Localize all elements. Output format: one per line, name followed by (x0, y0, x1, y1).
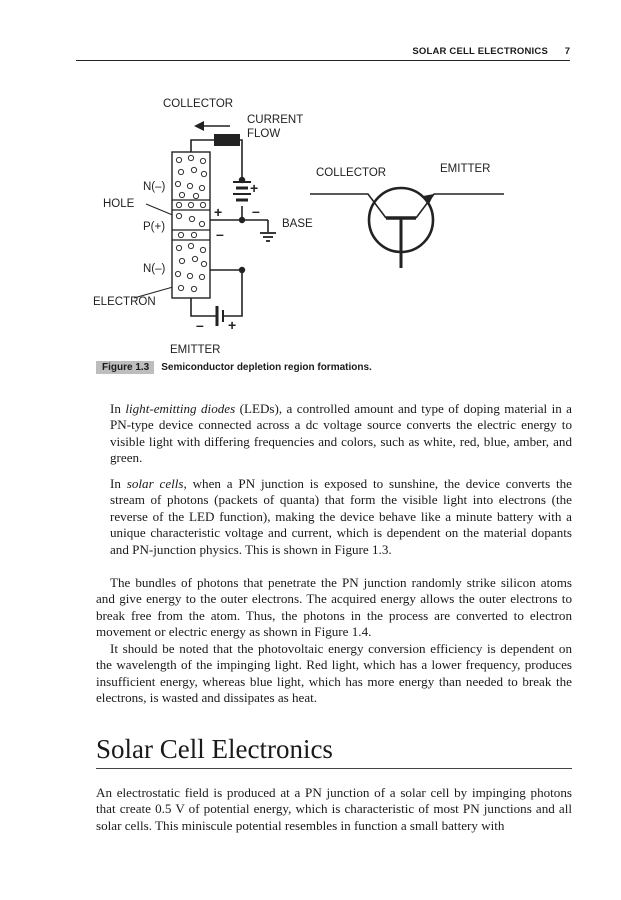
led-paragraph (110, 401, 572, 467)
hole-leader-line (146, 204, 175, 216)
figure-number-label: Figure 1.3 (96, 361, 154, 374)
electron-label: ELECTRON (93, 296, 156, 308)
running-title: SOLAR CELL ELECTRONICS (412, 46, 548, 57)
section-heading: Solar Cell Electronics (96, 733, 572, 769)
led-prefix: In (110, 401, 126, 416)
junction-dot (239, 217, 245, 223)
hole-label: HOLE (103, 198, 135, 210)
junction-dot (239, 267, 245, 273)
current-label: CURRENT (247, 114, 304, 126)
figure-caption-text: Semiconductor depletion region formations. (161, 362, 372, 373)
n-bottom-label: N(–) (143, 263, 166, 275)
collector-top-label: COLLECTOR (163, 98, 234, 110)
solar-text: , when a PN junction is exposed to sunshine, the device converts the stream of photons (packets of quanta) that form the visible light into electrons (the reverse of the LED function), making the device behave like a minute battery with a unique characteristic voltage and current, which is dependent on the material dopants and PN-junction physics. This is shown in Figure 1.3. (110, 476, 572, 557)
figure-caption (96, 361, 372, 376)
plus-sign: + (250, 180, 259, 196)
junction-dot (239, 177, 245, 183)
flow-label: FLOW (247, 128, 281, 140)
plus-sign: + (214, 204, 223, 220)
pn-junction-block (172, 152, 210, 298)
p-mid-label: P(+) (143, 221, 166, 233)
minus-sign: – (216, 226, 224, 242)
base-label: BASE (282, 218, 313, 230)
minus-sign: – (196, 317, 204, 333)
emitter-right-label: EMITTER (440, 163, 491, 175)
plus-sign: + (228, 317, 237, 333)
battery-upper (233, 182, 251, 200)
resistor-symbol (214, 134, 240, 146)
ground-symbol (260, 233, 276, 241)
collector-right-label: COLLECTOR (316, 167, 387, 179)
solar-cell-paragraph (110, 476, 572, 558)
minus-sign: – (252, 203, 260, 219)
running-header (76, 41, 570, 61)
efficiency-paragraph: It should be noted that the photovoltaic energy conversion efficiency is dependent on the wavelength of the impinging light. Red light, which has a lower frequency, produces insufficient energy, whereas blue light, which has more energy than needed to break the electrons, is wasted and dissipates as heat. (96, 641, 572, 706)
page-number: 7 (564, 46, 570, 57)
depletion-region-figure (90, 92, 510, 360)
current-flow-arrow (194, 121, 230, 131)
photons-paragraph: The bundles of photons that penetrate the PN junction randomly strike silicon atoms and give energy to the outer electrons. The acquired energy allows the outer electrons to break free from the atom. Thus, the photons in the process are converted to electron movement or electric energy as shown in Figure 1.4. (96, 575, 572, 640)
transistor-symbol (310, 188, 504, 268)
n-top-label: N(–) (143, 181, 166, 193)
emitter-bottom-label: EMITTER (170, 344, 221, 356)
section-intro-paragraph: An electrostatic field is produced at a PN junction of a solar cell by impinging photons that create 0.5 V of potential energy, which is characteristic of most PN junctions and all solar cells. This miniscule potential resembles in function a small battery with (96, 785, 572, 833)
led-text: (LEDs), a controlled amount and type of doping material in a PN-type device connected across a dc voltage source converts the electric energy to visible light with differing frequencies and colors, such as white, red, blue, amber, and green. (110, 401, 572, 466)
led-term: light-emitting diodes (125, 401, 236, 416)
battery-lower (217, 306, 223, 326)
solar-prefix: In (110, 476, 127, 491)
solar-term: solar cells (126, 476, 184, 491)
